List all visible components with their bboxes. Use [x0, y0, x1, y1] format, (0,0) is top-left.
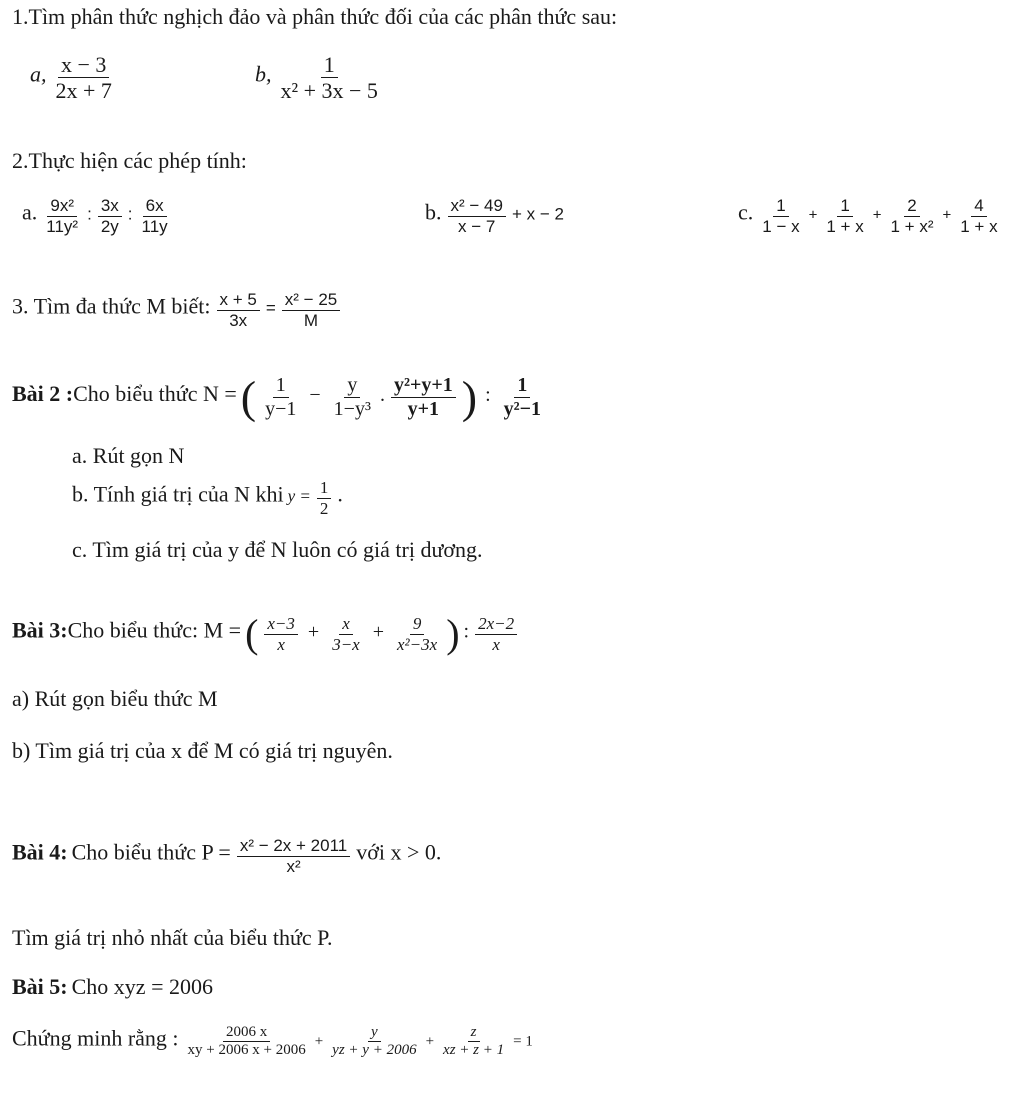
q2-b-tail: + x − 2	[511, 204, 564, 224]
q2-c-label: c.	[738, 199, 754, 225]
bai3-plus1: +	[307, 620, 320, 643]
bai3-item-a: a) Rút gọn biểu thức M	[12, 686, 218, 711]
bai2-frac2	[331, 374, 374, 421]
q1-b-fraction	[278, 52, 381, 104]
bai2-rparen: )	[461, 371, 478, 423]
q2-b-fraction	[448, 196, 506, 236]
bai3-f2n: x	[339, 614, 353, 635]
q2-c-f4d: 1 + x	[960, 216, 998, 236]
q3-l-den: 3x	[229, 310, 248, 330]
bai2-frac1	[262, 374, 299, 421]
bai2-frac3	[391, 374, 456, 421]
q3-right-fraction	[282, 290, 340, 330]
bai3-f4d: x	[492, 634, 500, 654]
bai5-f3d: xz + z + 1	[443, 1042, 505, 1059]
bai4-label: Bài 4:	[12, 839, 68, 865]
q2-a-op2: :	[127, 204, 133, 224]
bai5-text: Cho xyz = 2006	[71, 974, 213, 999]
bai3-frac4	[475, 614, 517, 654]
q2-c-f2d: 1 + x	[826, 216, 864, 236]
q3-eq: =	[265, 298, 276, 318]
bai2-b-var: y =	[287, 486, 311, 506]
bai2-f2n: y	[344, 374, 360, 398]
bai3-frac1	[264, 614, 298, 654]
bai5-line	[12, 974, 213, 1000]
q2-part-a	[22, 196, 173, 236]
bai2-f1n: 1	[273, 374, 289, 398]
bai4-text: Cho biểu thức P =	[71, 839, 231, 865]
q2-a-f3d: 11y	[141, 216, 168, 236]
bai2-b-end: .	[337, 481, 343, 507]
q2-a-label: a.	[22, 199, 38, 225]
q2-c-frac1	[759, 196, 802, 236]
bai5-frac1	[185, 1024, 309, 1060]
q3-r-den: M	[303, 310, 319, 330]
bai5-plus2: +	[425, 1033, 435, 1050]
q3-r-num: x² − 25	[282, 290, 340, 311]
q2-c-frac3	[887, 196, 936, 236]
q2-b-den: x − 7	[458, 216, 496, 236]
bai4-line2: Tìm giá trị nhỏ nhất của biểu thức P.	[12, 925, 333, 950]
bai2-label: Bài 2 :	[12, 381, 74, 407]
bai4-num: x² − 2x + 2011	[237, 836, 350, 857]
bai2-lparen: (	[240, 371, 257, 423]
q2-c-f2n: 1	[837, 196, 852, 217]
q2-c-plus3: +	[942, 206, 952, 224]
q3-text: 3. Tìm đa thức M biết:	[12, 293, 211, 319]
bai4-fraction	[237, 836, 350, 876]
bai2-b-fraction	[317, 478, 332, 518]
q2-heading: 2.Thực hiện các phép tính:	[12, 148, 247, 173]
bai2-colon: :	[485, 384, 491, 407]
bai2-b-num: 1	[317, 478, 332, 499]
bai2-b-den: 2	[319, 498, 329, 518]
q2-part-c	[738, 196, 1003, 236]
q1-b-label: b,	[255, 61, 272, 87]
bai3-f1n: x−3	[264, 614, 298, 635]
q2-part-b	[425, 196, 564, 236]
q1-part-a	[30, 52, 117, 104]
bai3-f3n: 9	[410, 614, 425, 635]
bai4-cond: với x > 0.	[356, 839, 442, 865]
q2-a-frac1	[43, 196, 81, 236]
bai5-f1d: xy + 2006 x + 2006	[187, 1042, 306, 1059]
bai2-f1d: y−1	[265, 398, 297, 420]
bai5-f1n: 2006 x	[223, 1024, 270, 1042]
bai3-f3d: x²−3x	[397, 634, 438, 654]
bai5-f3n: z	[468, 1024, 480, 1042]
bai5-label: Bài 5:	[12, 974, 68, 999]
bai5-proof-line	[12, 1024, 533, 1060]
bai3-colon: :	[463, 620, 470, 643]
q2-a-f3n: 6x	[143, 196, 167, 217]
bai2-item-b	[72, 478, 343, 518]
q2-a-op1: :	[87, 204, 92, 224]
bai4-line	[12, 836, 441, 876]
q2-c-plus1: +	[808, 206, 818, 224]
q2-c-plus2: +	[872, 206, 882, 224]
q1-a-den: 2x + 7	[55, 78, 112, 104]
q2-c-frac4	[957, 196, 1000, 236]
bai2-text: Cho biểu thức N =	[73, 381, 237, 407]
bai3-line	[12, 611, 519, 657]
bai3-f2d: 3−x	[332, 634, 360, 654]
bai5-frac2	[329, 1024, 419, 1060]
q1-b-num: 1	[321, 52, 338, 78]
q2-c-f1d: 1 − x	[762, 216, 800, 236]
bai3-label: Bài 3:	[12, 617, 68, 643]
bai2-f2d: 1−y³	[333, 398, 371, 420]
bai3-plus2: +	[372, 620, 385, 643]
bai4-den: x²	[286, 856, 301, 876]
bai3-frac3	[394, 614, 440, 654]
bai5-plus1: +	[314, 1033, 324, 1050]
q2-c-f3n: 2	[904, 196, 919, 217]
bai2-f3d: y+1	[407, 398, 440, 420]
q2-a-f2d: 2y	[100, 216, 119, 236]
q2-a-f1d: 11y²	[46, 216, 79, 236]
bai3-text: Cho biểu thức: M =	[67, 617, 242, 643]
q3-l-num: x + 5	[217, 290, 260, 311]
bai2-f4n: 1	[514, 374, 530, 398]
bai3-rparen: )	[446, 611, 460, 657]
bai5-f2d: yz + y + 2006	[332, 1042, 417, 1059]
q1-b-den: x² + 3x − 5	[280, 78, 378, 104]
bai2-f4d: y²−1	[503, 398, 542, 420]
q3-line	[12, 290, 342, 330]
q2-a-f2n: 3x	[98, 196, 122, 217]
q2-b-label: b.	[425, 199, 442, 225]
q2-a-frac2	[98, 196, 122, 236]
q2-c-f1n: 1	[773, 196, 788, 217]
bai5-f2n: y	[368, 1024, 381, 1042]
bai3-frac2	[329, 614, 363, 654]
bai3-item-b: b) Tìm giá trị của x để M có giá trị nguyên.	[12, 738, 393, 763]
q2-c-f3d: 1 + x²	[890, 216, 934, 236]
q2-a-f1n: 9x²	[47, 196, 77, 217]
bai3-f4n: 2x−2	[475, 614, 517, 635]
q3-left-fraction	[217, 290, 260, 330]
q2-c-frac2	[823, 196, 866, 236]
q1-a-num: x − 3	[58, 52, 109, 78]
q1-a-fraction	[53, 52, 115, 104]
bai2-line	[12, 371, 546, 423]
bai2-frac4	[501, 374, 544, 421]
bai2-item-b-text: b. Tính giá trị của N khi	[72, 481, 284, 507]
bai2-item-c: c. Tìm giá trị của y để N luôn có giá trị dương.	[72, 537, 483, 562]
bai2-item-a: a. Rút gọn N	[72, 443, 185, 468]
bai5-frac3	[440, 1024, 507, 1060]
q1-a-label: a,	[30, 61, 47, 87]
bai5-prove: Chứng minh rằng :	[12, 1025, 179, 1051]
bai5-eq: = 1	[513, 1033, 533, 1050]
q1-heading: 1.Tìm phân thức nghịch đảo và phân thức đối của các phân thức sau:	[12, 4, 618, 29]
bai3-f1d: x	[277, 634, 285, 654]
bai2-dot: .	[379, 384, 385, 407]
bai3-lparen: (	[245, 611, 259, 657]
bai2-minus: −	[309, 384, 321, 407]
q2-c-f4n: 4	[971, 196, 986, 217]
q2-b-num: x² − 49	[448, 196, 506, 217]
q1-part-b	[255, 52, 383, 104]
q2-a-frac3	[139, 196, 171, 236]
bai2-f3n: y²+y+1	[391, 374, 456, 398]
